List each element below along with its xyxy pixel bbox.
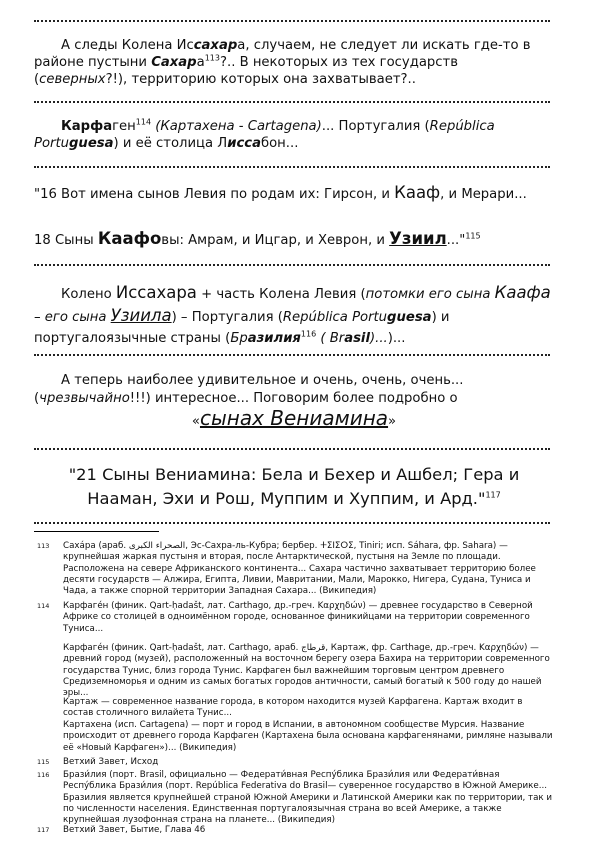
footnote — [37, 541, 553, 597]
paragraph-issachar — [34, 37, 554, 88]
footnote-number: 113 — [37, 542, 50, 550]
large-text: Узиил — [389, 229, 447, 248]
footnote-ref[interactable]: 117 — [485, 490, 501, 500]
dotted-separator — [34, 14, 550, 22]
text: ?!), территорию которых она захватывает?.. — [105, 72, 416, 87]
text: "16 Вот имена сынов Левия по родам их: Гирсон, и — [34, 187, 395, 202]
quote-text: "21 Сыны Вениамина: Бела и Бехер и Ашбел; Гера и Нааман, Эхи и Рош, Муппим и Хуппим, и Ард." — [68, 465, 520, 508]
emphasis: сахар — [193, 38, 238, 53]
dotted-separator — [34, 95, 550, 103]
italic-text: Бр — [230, 331, 248, 346]
dotted-separator — [34, 160, 550, 168]
text: ) и португалоязычные страны ( — [34, 310, 450, 346]
text: ... Португалия ( — [321, 119, 430, 134]
text: + часть Колена Левия ( — [196, 287, 366, 302]
large-text: Кааф — [394, 183, 441, 202]
footnote-text: Карфаге́н (финик. Qart-ḥadašt, лат. Carthago, араб. قرطاج, Картаж, фр. Carthage, др.-греч. Καρχηδών) — древний город (музей), расположенный на восточном берегу озера Бахира на территории современного государства Тунис, близ города Тунис. Карфаген был важнейшим торговым центром древнего Средиземноморья и одним из самых богатых городов античности, самый богатый к 500 году до нашей эры... — [63, 643, 550, 699]
footnote-text: Ветхий Завет, Исход — [63, 757, 159, 767]
italic-text: – его сына — [34, 310, 111, 325]
footnote-ref[interactable]: 115 — [465, 231, 481, 241]
emphasis: азилия — [247, 331, 301, 346]
italic-text: чрезвычайно — [39, 391, 130, 406]
paragraph-kohath-sons — [34, 230, 554, 249]
text: 18 Сыны — [34, 233, 98, 248]
italic-text: северных — [39, 72, 106, 87]
footnote — [37, 770, 553, 826]
text: А теперь наиболее удивительное и очень, очень, очень... ( — [34, 373, 464, 406]
text: бон... — [260, 136, 299, 151]
quote-mark: « — [191, 414, 200, 429]
footnote-number: 116 — [37, 771, 50, 779]
emphasis: исса — [227, 136, 261, 151]
italic-text: República Portu — [34, 119, 495, 151]
footnote-text: Ветхий Завет, Бытие, Глава 46 — [63, 825, 206, 835]
text: вы: Амрам, и Ицгар, и Хеврон, и — [161, 233, 390, 248]
section-heading — [34, 406, 554, 430]
text: а — [196, 55, 205, 70]
footnote-ref[interactable]: 114 — [135, 117, 152, 127]
dotted-separator — [34, 516, 550, 524]
footnote-text: Брази́лия (порт. Brasil, официально — Федерати́вная Респу́блика Брази́лия или Федерати́вная Респу́блика Брази́лия (порт. República Federativa do Brasil— суверенное государство в Южной Америке... Бразилия является крупнейшей страной Южной Америки и Латинской Америки как по территории, так и по численности населения. Единственная португалоязычная страна во всей Америке, а также крупнейшая лузофонная страна на планете... (Википедия) — [63, 770, 553, 826]
footnote-ref[interactable]: 113 — [204, 53, 220, 63]
large-text: Узиила — [110, 306, 172, 325]
footnote — [37, 601, 553, 635]
italic-text: República Portu — [282, 310, 388, 325]
large-text: Каафа — [494, 283, 551, 302]
footnote-text: Картаж — современное название города, в котором находится музей Карфагена. Картаж входит в состав столичного вилайета Тунис... — [63, 697, 523, 719]
text: А следы Колена Ис — [61, 38, 194, 53]
large-text: Иссахара — [115, 283, 197, 302]
footnote — [63, 643, 553, 699]
footnote-text: Сахáра (араб. الصحراء الكبرى, Эс-Сахра-ль-Кубра; бербер. ⵜⵉⵏⵉⵔⵉ, Tiniri; исп. Sáhara, фр. Sahara) — крупнейшая жаркая пустыня и вторая, после Антарктической, пустыня на Земле по площади. Расположена на севере Африканского континента... Сахара частично захватывает территорию более десяти государств — Алжира, Египта, Ливии, Мавритании, Мали, Марокко, Нигера, Судана, Туниса и Чада, а также спорной территории Западная Сахара... (Википедия) — [63, 541, 536, 597]
large-text: Каафо — [97, 229, 162, 248]
heading-text: сынах Вениамина — [199, 406, 389, 430]
dotted-separator — [34, 442, 550, 450]
quote-benjamin-sons — [34, 463, 554, 511]
footnote-text: Картахена (исп. Cartagena) — порт и город в Испании, в автономном сообществе Мурсия. Название происходит от древнего города Карфаген (Картахена была основана карфагенянами, римляне называли её «Новый Карфаген»)... (Википедия) — [63, 720, 553, 753]
italic-text: потомки его сына — [365, 287, 495, 302]
text: ) и её столица Л — [113, 136, 228, 151]
paragraph-levi-sons — [34, 184, 554, 203]
emphasis: guesa — [68, 136, 114, 151]
emphasis: Сахар — [151, 55, 197, 70]
footnote — [37, 825, 553, 836]
footnote-divider — [34, 531, 159, 532]
text: ) – Португалия ( — [171, 310, 283, 325]
footnote-number: 115 — [37, 758, 50, 766]
quote-mark: » — [388, 414, 397, 429]
footnote — [63, 720, 553, 754]
dotted-separator — [34, 348, 550, 356]
italic-text: (Картахена - Cartagena) — [151, 119, 322, 134]
text: Колено — [61, 287, 116, 302]
footnote-text: Карфаге́н (финик. Qart-ḥadašt, лат. Carthago, др.-греч. Καρχηδών) — древнее государство в Северной Африке со столицей в одноимённом городе, основанное финикийцами на территории современного Туниса... — [63, 601, 533, 634]
emphasis: guesa — [387, 310, 432, 325]
footnote-ref[interactable]: 116 — [300, 329, 317, 339]
italic-text: ( Br — [316, 331, 345, 346]
italic-text: )... — [369, 331, 388, 346]
text: а, случаем, не следует ли искать где-то в районе пустыни — [34, 38, 531, 70]
text: )... — [387, 331, 406, 346]
dotted-separator — [34, 258, 550, 266]
paragraph-portugal — [34, 282, 554, 349]
emphasis: Карфа — [61, 119, 113, 134]
text: ген — [112, 119, 136, 134]
paragraph-carthage — [34, 118, 554, 152]
emphasis: asil — [344, 331, 370, 346]
footnote — [37, 757, 553, 768]
text: , и Мерари... — [440, 187, 527, 202]
paragraph-intro — [34, 372, 554, 408]
footnote-number: 114 — [37, 602, 50, 610]
footnote-number: 117 — [37, 826, 50, 834]
text: ..." — [446, 233, 466, 248]
text: !!!) интересное... Поговорим более подробно о — [129, 391, 458, 406]
text: ?.. В некоторых из тех государств ( — [34, 55, 459, 87]
footnote — [63, 697, 553, 720]
